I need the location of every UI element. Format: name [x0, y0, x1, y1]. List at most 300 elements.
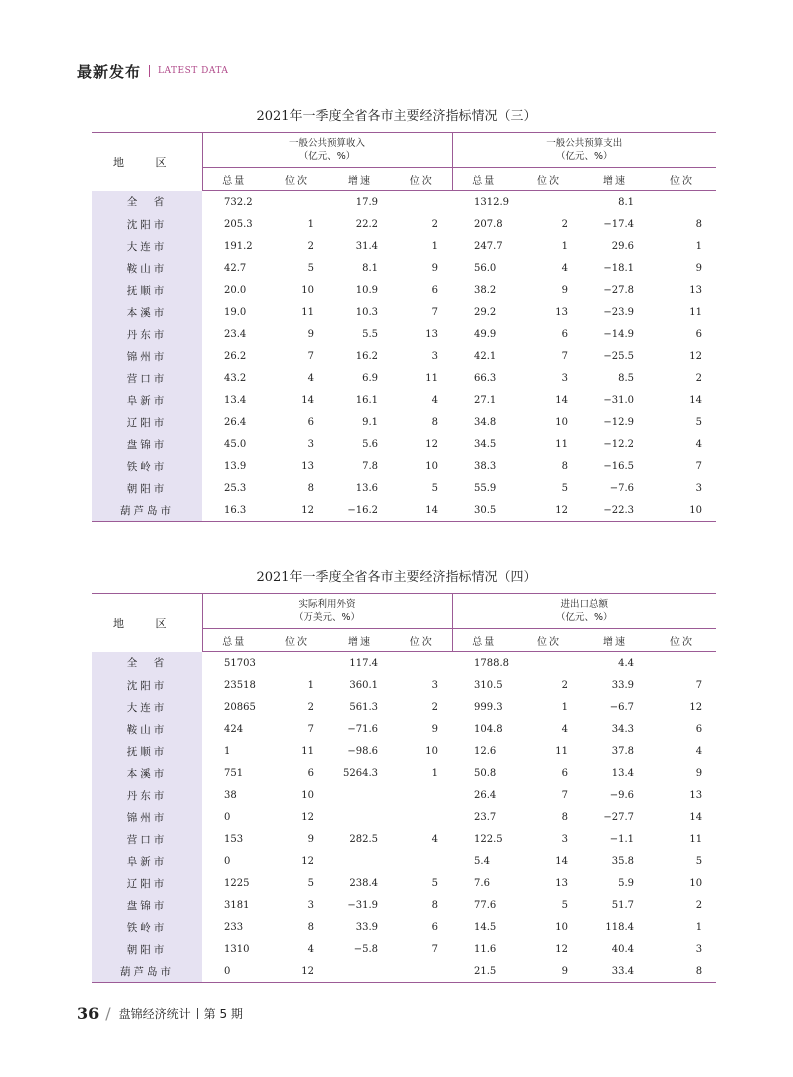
value-cell: 12 [301, 855, 314, 867]
value-cell: 4 [431, 394, 439, 406]
value-cell: 5 [561, 899, 569, 911]
footer-slash: / [105, 1004, 111, 1023]
table-row [92, 806, 716, 828]
region-cell: 鞍山市 [92, 257, 202, 279]
value-cell: −16.5 [603, 460, 635, 472]
header-divider [149, 65, 150, 77]
region-cell: 阜新市 [92, 850, 202, 872]
region-cell: 阜新市 [92, 389, 202, 411]
value-cell: 10 [689, 877, 703, 889]
table-row [92, 345, 716, 367]
value-cell [328, 784, 392, 806]
value-cell: 13 [689, 284, 703, 296]
region-cell: 盘锦市 [92, 894, 202, 916]
value-cell: 13 [689, 789, 703, 801]
value-cell: −25.5 [603, 350, 635, 362]
value-cell: 117.4 [349, 657, 378, 669]
value-cell: −6.7 [609, 701, 635, 713]
value-cell: 8 [695, 218, 703, 230]
value-cell: 14 [392, 499, 452, 522]
value-cell: 33.9 [355, 921, 378, 933]
table-row [92, 411, 716, 433]
value-cell: 5 [307, 262, 314, 274]
value-cell [392, 784, 452, 806]
value-cell: −16.2 [328, 499, 392, 522]
value-cell: 29.6 [611, 240, 635, 252]
value-cell: 23518 [224, 679, 256, 691]
value-cell: −23.9 [603, 306, 635, 318]
value-cell: 42.1 [474, 350, 497, 362]
value-cell: 360.1 [349, 679, 378, 691]
region-cell: 朝阳市 [92, 938, 202, 960]
value-cell: 9 [695, 767, 703, 779]
value-cell: 10.3 [355, 306, 378, 318]
value-cell: 1 [561, 240, 569, 252]
value-cell: 38.2 [474, 284, 497, 296]
value-cell: 2 [431, 701, 439, 713]
value-cell: 6 [431, 921, 439, 933]
value-cell [328, 850, 392, 872]
table-row [92, 499, 716, 522]
value-cell [392, 960, 452, 983]
value-cell: 12 [266, 499, 328, 522]
region-cell: 铁岭市 [92, 916, 202, 938]
value-cell: 3 [307, 899, 314, 911]
value-cell: −71.6 [347, 723, 378, 735]
region-cell: 沈阳市 [92, 674, 202, 696]
value-cell: 34.8 [474, 416, 497, 428]
value-cell: 26.4 [224, 416, 247, 428]
column-header: 增速 [582, 629, 648, 652]
value-cell: 12 [689, 350, 703, 362]
value-cell: 11 [555, 438, 569, 450]
value-cell [392, 850, 452, 872]
table3 [92, 132, 716, 522]
region-cell: 锦州市 [92, 806, 202, 828]
value-cell: 7 [561, 789, 569, 801]
value-cell: 5.4 [474, 855, 490, 867]
group-header-2: 一般公共预算支出 （亿元、%） [452, 133, 716, 168]
value-cell: 3 [695, 482, 703, 494]
value-cell: 5.9 [618, 877, 635, 889]
value-cell: 751 [224, 767, 244, 779]
value-cell [516, 652, 582, 675]
table-row [92, 389, 716, 411]
value-cell: 10 [301, 789, 314, 801]
column-header: 位次 [516, 629, 582, 652]
value-cell: 5 [695, 416, 703, 428]
value-cell: 1225 [224, 877, 250, 889]
value-cell [392, 652, 452, 675]
region-cell: 丹东市 [92, 784, 202, 806]
region-cell: 锦州市 [92, 345, 202, 367]
value-cell: 14 [689, 811, 703, 823]
value-cell: 247.7 [474, 240, 503, 252]
section-subtitle: LATEST DATA [158, 66, 229, 76]
value-cell: 5.5 [362, 328, 378, 340]
table-row [92, 938, 716, 960]
table-row [92, 916, 716, 938]
value-cell: 3 [431, 679, 439, 691]
value-cell: 12 [425, 438, 439, 450]
publication-name: 盘锦经济统计 [118, 1007, 191, 1021]
region-cell: 全 省 [92, 191, 202, 214]
value-cell: 6 [695, 328, 703, 340]
value-cell: 11 [425, 372, 439, 384]
table-row [92, 213, 716, 235]
value-cell: −17.4 [603, 218, 635, 230]
value-cell: 6 [695, 723, 703, 735]
value-cell: 16.2 [355, 350, 378, 362]
value-cell: 22.2 [355, 218, 378, 230]
value-cell: 10 [555, 416, 569, 428]
value-cell: 7 [307, 723, 314, 735]
value-cell: 43.2 [224, 372, 247, 384]
table-row [92, 762, 716, 784]
value-cell: 9 [561, 284, 569, 296]
value-cell: 1788.8 [474, 657, 510, 669]
value-cell: 45.0 [224, 438, 247, 450]
value-cell: 10 [648, 499, 716, 522]
value-cell: 0 [224, 811, 231, 823]
table-row [92, 674, 716, 696]
page-header [77, 60, 228, 82]
table3-title: 2021年一季度全省各市主要经济指标情况（三） [256, 109, 537, 124]
value-cell: 122.5 [474, 833, 503, 845]
value-cell: 13.9 [224, 460, 247, 472]
value-cell: 11 [689, 833, 703, 845]
value-cell: 2 [561, 218, 569, 230]
value-cell: 4 [695, 745, 703, 757]
group-header-2: 进出口总额 （亿元、%） [452, 594, 716, 629]
value-cell: 13 [425, 328, 439, 340]
region-cell: 本溪市 [92, 762, 202, 784]
value-cell: 66.3 [474, 372, 497, 384]
value-cell: 51.7 [611, 899, 635, 911]
value-cell: 16.3 [202, 499, 266, 522]
value-cell: 6.9 [362, 372, 378, 384]
value-cell: 4 [431, 833, 439, 845]
value-cell: 5 [307, 877, 314, 889]
value-cell [266, 652, 328, 675]
column-header: 总量 [202, 629, 266, 652]
table-row [92, 455, 716, 477]
value-cell: 1 [695, 921, 703, 933]
value-cell: −12.2 [603, 438, 635, 450]
region-header: 地 区 [92, 594, 202, 652]
value-cell [392, 191, 452, 214]
table-row [92, 850, 716, 872]
region-cell: 葫芦岛市 [92, 960, 202, 983]
value-cell: 153 [224, 833, 244, 845]
table-row [92, 828, 716, 850]
value-cell: 8.1 [618, 196, 635, 208]
value-cell: 5 [431, 482, 439, 494]
value-cell: 0 [202, 960, 266, 983]
value-cell: 11 [689, 306, 703, 318]
value-cell: 12 [301, 811, 314, 823]
table-row [92, 960, 716, 983]
region-cell: 盘锦市 [92, 433, 202, 455]
value-cell: 17.9 [355, 196, 378, 208]
column-header: 总量 [452, 629, 516, 652]
value-cell: 424 [224, 723, 244, 735]
table-row [92, 696, 716, 718]
table-row [92, 652, 716, 675]
table-row [92, 367, 716, 389]
value-cell: 9 [431, 723, 439, 735]
value-cell: 3 [431, 350, 439, 362]
column-header: 位次 [516, 168, 582, 191]
value-cell: 50.8 [474, 767, 497, 779]
value-cell: 5 [431, 877, 439, 889]
value-cell: 35.8 [611, 855, 635, 867]
table-row [92, 191, 716, 214]
value-cell [328, 806, 392, 828]
region-cell: 朝阳市 [92, 477, 202, 499]
table-row [92, 740, 716, 762]
value-cell: 8 [431, 899, 439, 911]
value-cell: −27.8 [603, 284, 635, 296]
value-cell [266, 191, 328, 214]
value-cell: 3 [695, 943, 703, 955]
value-cell: 49.9 [474, 328, 497, 340]
value-cell [648, 652, 716, 675]
value-cell: 310.5 [474, 679, 503, 691]
value-cell: 9 [307, 328, 314, 340]
value-cell: 9 [695, 262, 703, 274]
value-cell: 1 [431, 767, 439, 779]
value-cell: 3 [307, 438, 314, 450]
value-cell: −9.6 [609, 789, 635, 801]
value-cell: 29.2 [474, 306, 497, 318]
value-cell: −12.9 [603, 416, 635, 428]
value-cell: 2 [431, 218, 439, 230]
column-header: 增速 [582, 168, 648, 191]
value-cell: 205.3 [224, 218, 253, 230]
group-header-1: 一般公共预算收入 （亿元、%） [202, 133, 452, 168]
table-row [92, 784, 716, 806]
value-cell: 6 [307, 767, 314, 779]
table-row [92, 323, 716, 345]
value-cell: 13.4 [611, 767, 635, 779]
value-cell: 2 [695, 372, 703, 384]
table-row [92, 235, 716, 257]
value-cell: 7 [431, 943, 439, 955]
region-cell: 辽阳市 [92, 411, 202, 433]
value-cell [328, 960, 392, 983]
value-cell: 6 [307, 416, 314, 428]
value-cell: 282.5 [349, 833, 378, 845]
region-cell: 营口市 [92, 828, 202, 850]
value-cell: 8 [561, 460, 569, 472]
value-cell: 23.4 [224, 328, 247, 340]
value-cell: 20865 [224, 701, 256, 713]
value-cell: 11 [555, 745, 569, 757]
footer-divider [197, 1008, 198, 1019]
value-cell: 13 [555, 306, 569, 318]
value-cell: 1 [695, 240, 703, 252]
section-title: 最新发布 [77, 62, 142, 81]
region-cell: 沈阳市 [92, 213, 202, 235]
value-cell: 13.4 [224, 394, 247, 406]
value-cell: 27.1 [474, 394, 497, 406]
table-row [92, 894, 716, 916]
value-cell: 1312.9 [474, 196, 510, 208]
value-cell: 9.1 [362, 416, 378, 428]
page-number: 36 [77, 1004, 100, 1023]
table4-title: 2021年一季度全省各市主要经济指标情况（四） [256, 570, 537, 585]
value-cell: 11 [301, 306, 314, 318]
value-cell: 6 [561, 767, 569, 779]
value-cell: 38.3 [474, 460, 497, 472]
value-cell: 5 [561, 482, 569, 494]
value-cell: 8.1 [362, 262, 378, 274]
page-footer [77, 1004, 243, 1023]
value-cell: 19.0 [224, 306, 247, 318]
table4 [92, 593, 716, 983]
value-cell: 37.8 [611, 745, 635, 757]
value-cell: 233 [224, 921, 244, 933]
value-cell: 34.3 [611, 723, 635, 735]
value-cell: −98.6 [347, 745, 378, 757]
value-cell: −5.8 [353, 943, 378, 955]
value-cell: 30.5 [452, 499, 516, 522]
value-cell: 1 [307, 218, 314, 230]
value-cell: 1310 [224, 943, 250, 955]
column-header: 位次 [648, 168, 716, 191]
value-cell: 999.3 [474, 701, 503, 713]
value-cell: −22.3 [582, 499, 648, 522]
column-header: 位次 [648, 629, 716, 652]
value-cell: 5 [695, 855, 703, 867]
value-cell: 4 [307, 943, 314, 955]
region-cell: 抚顺市 [92, 279, 202, 301]
value-cell: 12 [266, 960, 328, 983]
region-cell: 辽阳市 [92, 872, 202, 894]
region-cell: 营口市 [92, 367, 202, 389]
column-header: 位次 [266, 629, 328, 652]
value-cell: 14.5 [474, 921, 497, 933]
value-cell: 12 [689, 701, 703, 713]
value-cell: 3 [561, 833, 569, 845]
value-cell: 34.5 [474, 438, 497, 450]
value-cell: −31.0 [603, 394, 635, 406]
value-cell [648, 191, 716, 214]
group-header-1: 实际利用外资 （万美元、%） [202, 594, 452, 629]
value-cell: 51703 [224, 657, 256, 669]
table-row [92, 301, 716, 323]
column-header: 位次 [392, 168, 452, 191]
column-header: 增速 [328, 629, 392, 652]
region-cell: 铁岭市 [92, 455, 202, 477]
value-cell: 7 [431, 306, 439, 318]
value-cell: 8 [307, 482, 314, 494]
value-cell: 10 [301, 284, 314, 296]
value-cell: 20.0 [224, 284, 247, 296]
region-cell: 抚顺市 [92, 740, 202, 762]
table-row [92, 279, 716, 301]
value-cell: 7 [561, 350, 569, 362]
table-row [92, 433, 716, 455]
value-cell: 9 [516, 960, 582, 983]
value-cell: 4.4 [618, 657, 635, 669]
value-cell: 23.7 [474, 811, 497, 823]
value-cell: 21.5 [452, 960, 516, 983]
value-cell: 6 [561, 328, 569, 340]
value-cell: 33.9 [611, 679, 635, 691]
value-cell: 2 [561, 679, 569, 691]
value-cell: 0 [224, 855, 231, 867]
value-cell: 7.6 [474, 877, 490, 889]
region-cell: 鞍山市 [92, 718, 202, 740]
value-cell: 238.4 [349, 877, 378, 889]
value-cell: 1 [307, 679, 314, 691]
region-cell: 葫芦岛市 [92, 499, 202, 522]
value-cell: 56.0 [474, 262, 497, 274]
value-cell: 104.8 [474, 723, 503, 735]
value-cell: 3 [561, 372, 569, 384]
value-cell: 118.4 [605, 921, 635, 933]
region-cell: 全 省 [92, 652, 202, 675]
value-cell: 7 [695, 679, 703, 691]
value-cell: 9 [431, 262, 439, 274]
region-cell: 大连市 [92, 696, 202, 718]
value-cell: 10 [555, 921, 569, 933]
region-header: 地 区 [92, 133, 202, 191]
issue-number: 第 5 期 [203, 1007, 243, 1021]
value-cell: 732.2 [224, 196, 253, 208]
region-cell: 丹东市 [92, 323, 202, 345]
value-cell: 40.4 [611, 943, 635, 955]
region-cell: 大连市 [92, 235, 202, 257]
value-cell: −18.1 [603, 262, 635, 274]
value-cell: 10 [425, 745, 439, 757]
value-cell: 4 [561, 723, 569, 735]
value-cell: 191.2 [224, 240, 253, 252]
table-row [92, 477, 716, 499]
value-cell: 38 [224, 789, 237, 801]
column-header: 位次 [392, 629, 452, 652]
column-header: 位次 [266, 168, 328, 191]
value-cell: 10 [425, 460, 439, 472]
value-cell: 5264.3 [343, 767, 378, 779]
value-cell: 12 [555, 943, 569, 955]
value-cell: 561.3 [349, 701, 378, 713]
value-cell: 7 [695, 460, 703, 472]
column-header: 总量 [452, 168, 516, 191]
value-cell: 12 [516, 499, 582, 522]
value-cell: 1 [224, 745, 231, 757]
value-cell: 207.8 [474, 218, 503, 230]
value-cell: 33.4 [582, 960, 648, 983]
value-cell: 6 [431, 284, 439, 296]
value-cell: 3181 [224, 899, 250, 911]
value-cell: 16.1 [355, 394, 378, 406]
value-cell: 14 [301, 394, 314, 406]
value-cell: 4 [695, 438, 703, 450]
value-cell: 11.6 [474, 943, 497, 955]
region-cell: 本溪市 [92, 301, 202, 323]
value-cell: 11 [301, 745, 314, 757]
value-cell: 2 [307, 240, 314, 252]
value-cell: 10.9 [355, 284, 378, 296]
value-cell: 5.6 [362, 438, 378, 450]
value-cell: 26.2 [224, 350, 247, 362]
value-cell: 13.6 [355, 482, 378, 494]
value-cell: 7 [307, 350, 314, 362]
value-cell: 2 [307, 701, 314, 713]
